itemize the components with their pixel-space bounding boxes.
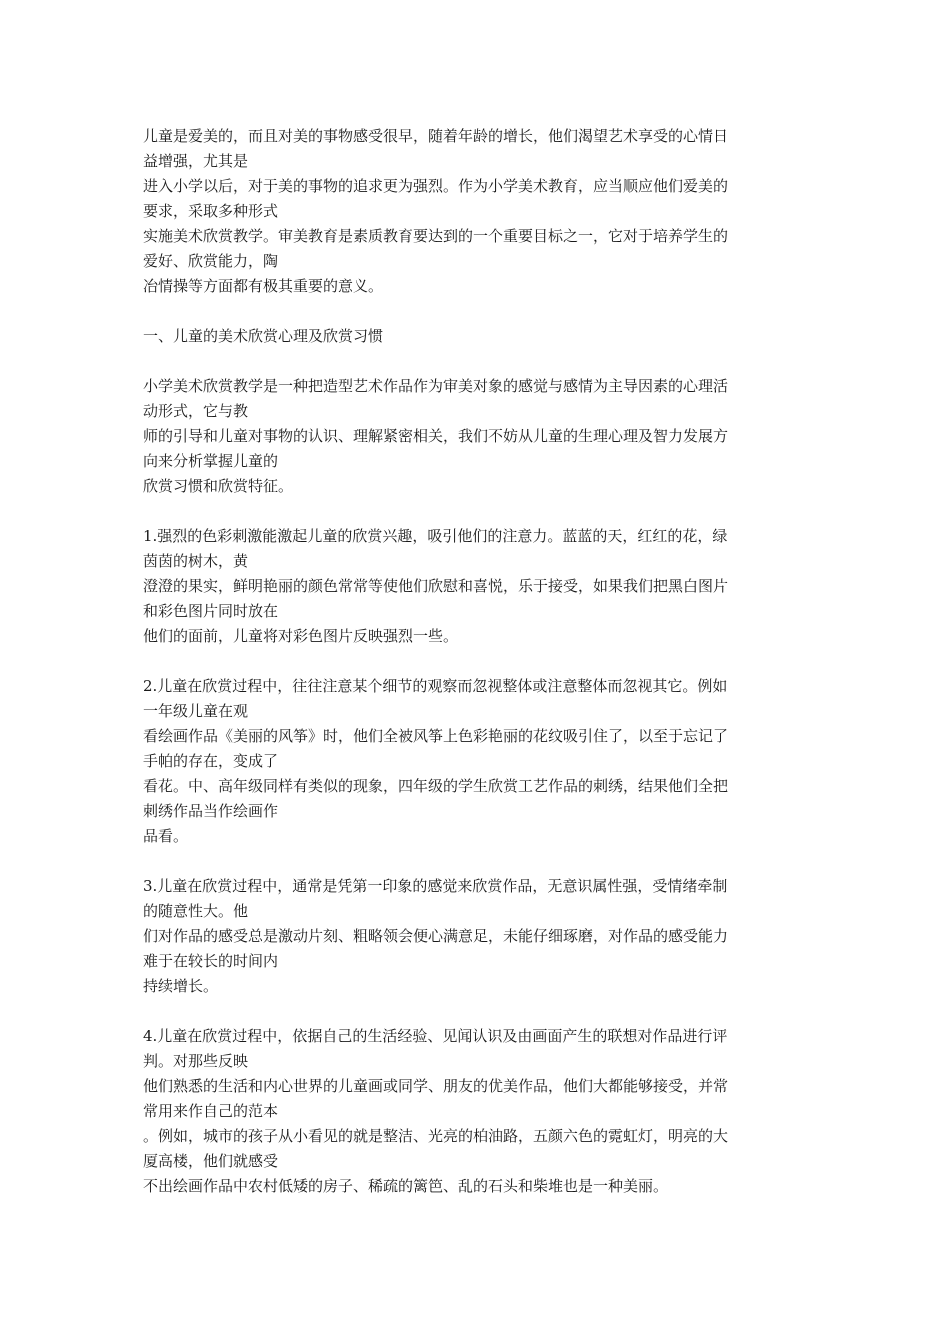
text-line: 3.儿童在欣赏过程中，通常是凭第一印象的感觉来欣赏作品，无意识属性强，受情绪牵制 [143, 877, 728, 895]
text-line: 品看。 [143, 827, 189, 845]
text-line: 一年级儿童在观 [143, 702, 249, 720]
text-line: 师的引导和儿童对事物的认识、理解紧密相关，我们不妨从儿童的生理心理及智力发展方 [143, 427, 729, 445]
point-1-paragraph [143, 524, 815, 649]
point-4-paragraph [143, 1024, 815, 1199]
text-line: 厦高楼，他们就感受 [143, 1152, 279, 1170]
text-line: 看绘画作品《美丽的风筝》时，他们全被风筝上色彩艳丽的花纹吸引住了，以至于忘记了 [143, 727, 729, 745]
text-line: 爱好、欣赏能力，陶 [143, 252, 279, 270]
intro-paragraph [143, 124, 815, 299]
text-line: 他们熟悉的生活和内心世界的儿童画或同学、朋友的优美作品，他们大都能够接受，并常 [143, 1077, 729, 1095]
point-3-paragraph [143, 874, 815, 999]
text-line: 们对作品的感受总是激动片刻、粗略领会便心满意足，未能仔细琢磨，对作品的感受能力 [143, 927, 729, 945]
text-line: 常用来作自己的范本 [143, 1102, 279, 1120]
text-line: 看花。中、高年级同样有类似的现象，四年级的学生欣赏工艺作品的刺绣，结果他们全把 [143, 777, 729, 795]
text-line: 持续增长。 [143, 977, 219, 995]
text-line: 茵茵的树木，黄 [143, 552, 249, 570]
document-body [143, 124, 815, 1224]
text-line: 的随意性大。他 [143, 902, 249, 920]
text-line: 判。对那些反映 [143, 1052, 249, 1070]
heading-text: 一、儿童的美术欣赏心理及欣赏习惯 [143, 327, 384, 345]
text-line: 手帕的存在，变成了 [143, 752, 279, 770]
text-line: 益增强，尤其是 [143, 152, 249, 170]
text-line: 欣赏习惯和欣赏特征。 [143, 477, 294, 495]
text-line: 和彩色图片同时放在 [143, 602, 279, 620]
section-heading [143, 324, 815, 349]
text-line: 动形式，它与教 [143, 402, 249, 420]
text-line: 小学美术欣赏教学是一种把造型艺术作品作为审美对象的感觉与感情为主导因素的心理活 [143, 377, 729, 395]
text-line: 冶情操等方面都有极其重要的意义。 [143, 277, 384, 295]
text-line: 实施美术欣赏教学。审美教育是素质教育要达到的一个重要目标之一，它对于培养学生的 [143, 227, 729, 245]
text-line: 进入小学以后，对于美的事物的追求更为强烈。作为小学美术教育，应当顺应他们爱美的 [143, 177, 729, 195]
text-line: 向来分析掌握儿童的 [143, 452, 279, 470]
text-line: 澄澄的果实，鲜明艳丽的颜色常常等使他们欣慰和喜悦，乐于接受，如果我们把黑白图片 [143, 577, 729, 595]
text-line: 刺绣作品当作绘画作 [143, 802, 279, 820]
text-line: 4.儿童在欣赏过程中，依据自己的生活经验、见闻认识及由画面产生的联想对作品进行评 [143, 1027, 728, 1045]
text-line: 要求，采取多种形式 [143, 202, 279, 220]
section-intro-paragraph [143, 374, 815, 499]
text-line: 他们的面前，儿童将对彩色图片反映强烈一些。 [143, 627, 459, 645]
text-line: 不出绘画作品中农村低矮的房子、稀疏的篱笆、乱的石头和柴堆也是一种美丽。 [143, 1177, 669, 1195]
point-2-paragraph [143, 674, 815, 849]
text-line: 1.强烈的色彩刺激能激起儿童的欣赏兴趣，吸引他们的注意力。蓝蓝的天，红红的花，绿 [143, 527, 728, 545]
text-line: 2.儿童在欣赏过程中，往往注意某个细节的观察而忽视整体或注意整体而忽视其它。例如 [143, 677, 728, 695]
text-line: 儿童是爱美的，而且对美的事物感受很早，随着年龄的增长，他们渴望艺术享受的心情日 [143, 127, 729, 145]
text-line: 难于在较长的时间内 [143, 952, 279, 970]
text-line: 。例如，城市的孩子从小看见的就是整洁、光亮的柏油路，五颜六色的霓虹灯，明亮的大 [143, 1127, 729, 1145]
